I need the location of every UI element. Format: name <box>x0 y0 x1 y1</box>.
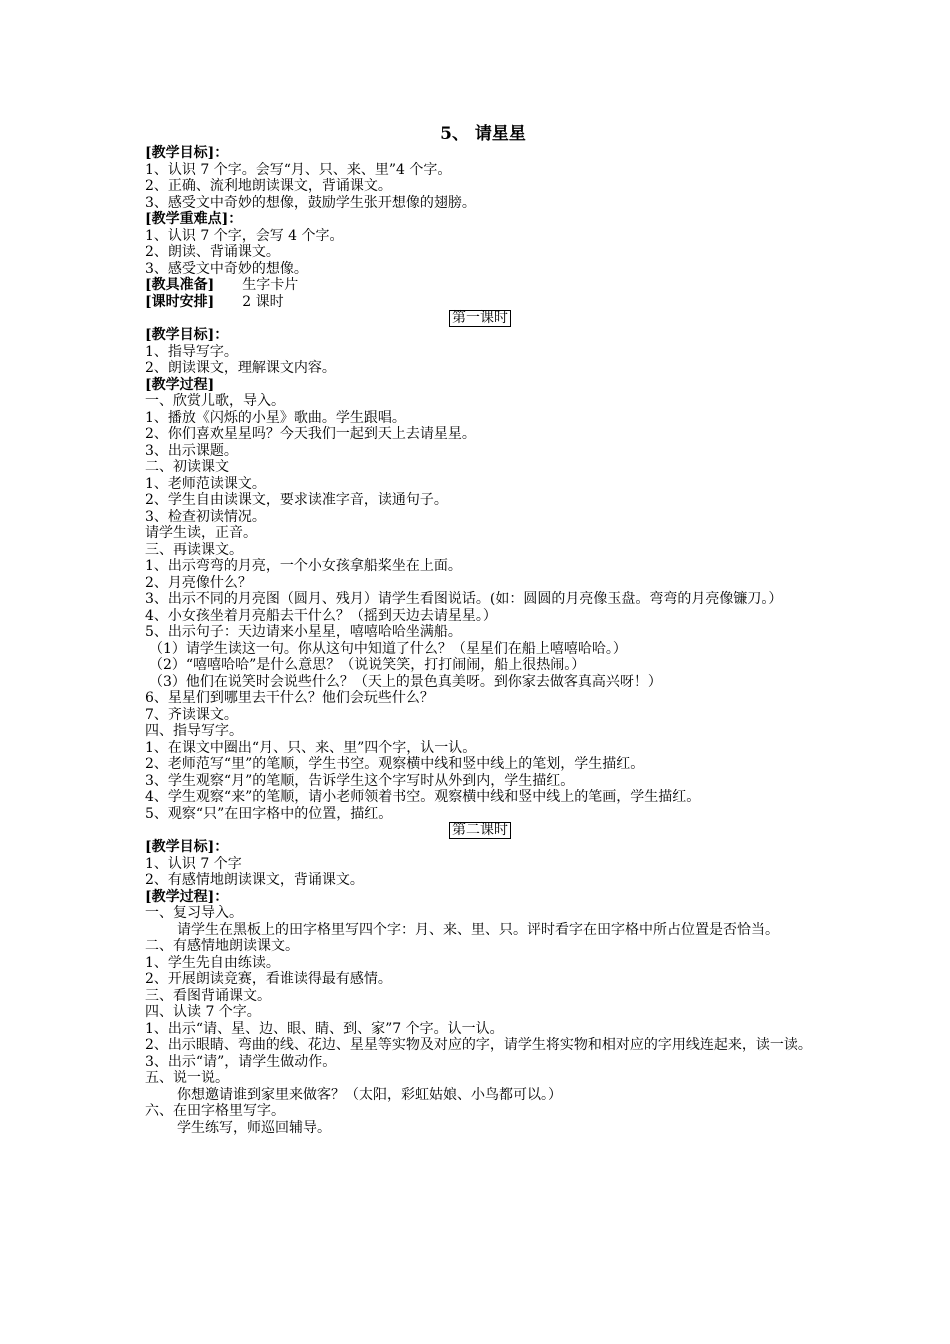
lesson1-line: 1、播放《闪烁的小星》歌曲。学生跟唱。 <box>145 409 406 426</box>
key-point-item: 3、感受文中奇妙的想像。 <box>145 260 308 277</box>
lesson1-line: 5、观察“只”在田字格中的位置，描红。 <box>145 805 393 822</box>
lesson2-goals-label: [教学目标]： <box>145 839 229 855</box>
key-points-label: [教学重难点]： <box>145 211 243 227</box>
lesson1-line: 四、指导写字。 <box>145 723 243 739</box>
tools-row <box>145 277 815 294</box>
key-point-item: 2、朗读、背诵课文。 <box>145 244 280 260</box>
lesson2-line: 请学生在黑板上的田字格里写四个字：月、来、里、只。评时看字在田字格中所占位置是否恰当。 <box>177 921 779 938</box>
lesson1-line: 二、初读课文 <box>145 459 229 475</box>
lesson2-line: 学生练写，师巡回辅导。 <box>177 1119 331 1136</box>
lesson1-goals-label: [教学目标]： <box>145 327 229 343</box>
lesson2-line: 六、在田字格里写字。 <box>145 1103 285 1119</box>
lesson1-line: 7、齐读课文。 <box>145 706 238 723</box>
lesson2-goal-item: 2、有感情地朗读课文，背诵课文。 <box>145 872 364 888</box>
lesson2-heading-row <box>145 822 815 839</box>
lesson2-line: 2、出示眼睛、弯曲的线、花边、星星等实物及对应的字，请学生将实物和相对应的字用线连起来，读一读。 <box>145 1037 812 1053</box>
lesson1-line: 一、欣赏儿歌，导入。 <box>145 393 285 409</box>
lesson2-heading: 第二课时 <box>449 822 511 839</box>
lesson1-line: 3、出示课题。 <box>145 442 238 459</box>
lesson1-line: 1、出示弯弯的月亮，一个小女孩拿船桨坐在上面。 <box>145 558 462 574</box>
lesson2-goal-item: 1、认识 7 个字 <box>145 855 242 872</box>
goals-label: [教学目标]： <box>145 145 229 161</box>
lesson2-line: 3、出示“请”，请学生做动作。 <box>145 1053 337 1070</box>
goal-item: 3、感受文中奇妙的想像，鼓励学生张开想像的翅膀。 <box>145 194 476 211</box>
lesson2-line: 五、说一说。 <box>145 1070 229 1086</box>
lesson1-line: （2）“嘻嘻哈哈”是什么意思？（说说笑笑，打打闹闹，船上很热闹。） <box>149 657 586 673</box>
lesson1-goal-item: 2、朗读课文，理解课文内容。 <box>145 360 336 376</box>
tools-value: 生字卡片 <box>242 277 299 293</box>
document-title: 5、 请星星 <box>440 124 526 144</box>
lesson2-line: 2、开展朗读竞赛，看谁读得最有感情。 <box>145 971 392 987</box>
lesson2-line: 四、认读 7 个字。 <box>145 1004 261 1020</box>
lesson1-line: 3、学生观察“月”的笔顺，告诉学生这个字写时从外到内，学生描红。 <box>145 772 575 789</box>
lesson2-line: 1、出示“请、星、边、眼、睛、到、家”7 个字。认一认。 <box>145 1020 504 1037</box>
lesson1-line: 2、老师范写“里”的笔顺，学生书空。观察横中线和竖中线上的笔划，学生描红。 <box>145 756 645 772</box>
lesson1-line: 2、月亮像什么？ <box>145 574 252 591</box>
lesson1-goal-item: 1、指导写字。 <box>145 343 238 360</box>
lesson2-process-label: [教学过程]： <box>145 888 229 905</box>
lesson2-line: 三、看图背诵课文。 <box>145 987 271 1004</box>
lesson1-heading: 第一课时 <box>449 310 511 327</box>
lesson1-line: 请学生读，正音。 <box>145 525 257 541</box>
goal-item: 2、正确、流利地朗读课文，背诵课文。 <box>145 178 392 194</box>
lesson1-process-label: [教学过程] <box>145 376 215 393</box>
lesson1-line: 3、出示不同的月亮图（圆月、残月）请学生看图说话。(如：圆圆的月亮像玉盘。弯弯的月亮像镰刀。） <box>145 591 783 607</box>
lesson1-line: 4、小女孩坐着月亮船去干什么？（摇到天边去请星星。） <box>145 607 497 624</box>
schedule-value: 2 课时 <box>242 293 284 310</box>
lesson1-line: 2、你们喜欢星星吗？今天我们一起到天上去请星星。 <box>145 426 476 442</box>
lesson2-line: 1、学生先自由练读。 <box>145 954 280 971</box>
lesson1-heading-row <box>145 310 815 327</box>
lesson1-line: 1、老师范读课文。 <box>145 475 266 492</box>
lesson1-line: 4、学生观察“来”的笔顺，请小老师领着书空。观察横中线和竖中线上的笔画，学生描红。 <box>145 789 701 805</box>
lesson2-line: 一、复习导入。 <box>145 905 243 921</box>
tools-label: [教具准备] <box>145 277 215 293</box>
goal-item: 1、认识 7 个字。会写“月、只、来、里”4 个字。 <box>145 161 452 178</box>
lesson1-line: 1、在课文中圈出“月、只、来、里”四个字，认一认。 <box>145 739 477 756</box>
lesson1-line: 三、再读课文。 <box>145 541 243 558</box>
lesson2-line: 二、有感情地朗读课文。 <box>145 938 299 954</box>
key-point-item: 1、认识 7 个字，会写 4 个字。 <box>145 227 344 244</box>
schedule-label: [课时安排] <box>145 293 215 310</box>
document-content <box>145 123 815 1136</box>
schedule-row <box>145 294 815 311</box>
lesson1-line: 6、星星们到哪里去干什么？他们会玩些什么？ <box>145 690 434 706</box>
lesson2-line: 你想邀请谁到家里来做客？（太阳，彩虹姑娘、小鸟都可以。） <box>177 1086 562 1103</box>
lesson1-line: 2、学生自由读课文，要求读准字音，读通句子。 <box>145 492 448 508</box>
lesson1-line: （3）他们在说笑时会说些什么？（天上的景色真美呀。到你家去做客真高兴呀！） <box>149 673 662 690</box>
lesson1-line: 5、出示句子：天边请来小星星，嘻嘻哈哈坐满船。 <box>145 624 462 640</box>
lesson1-line: 3、检查初读情况。 <box>145 508 266 525</box>
lesson1-line: （1）请学生读这一句。你从这句中知道了什么？（星星们在船上嘻嘻哈哈。） <box>149 640 627 657</box>
